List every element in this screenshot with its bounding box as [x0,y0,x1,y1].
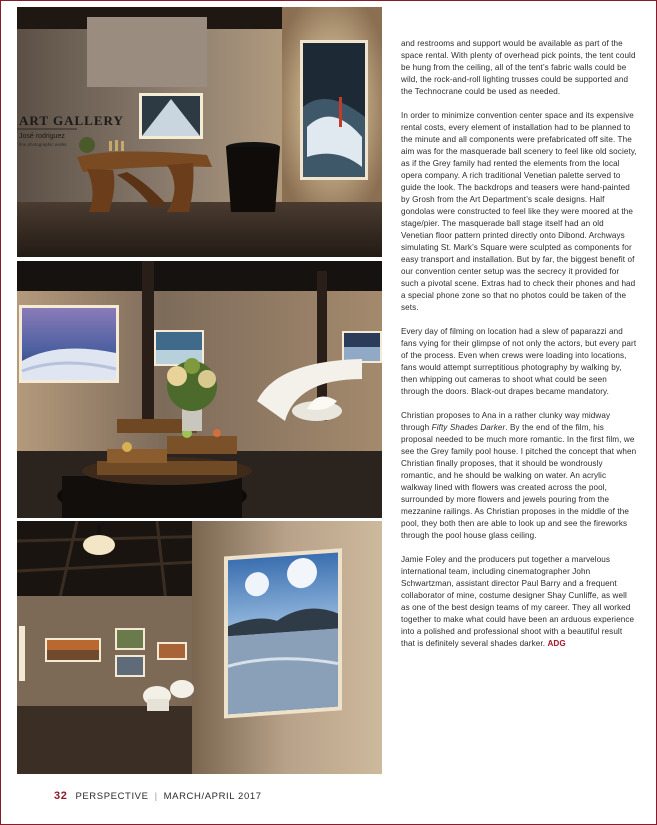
paragraph-4-end: . By the end of the film, his proposal needed to be much more romantic. In the first film, we see the Grey family pool house. I pitched the concept that when Christian finally proposes, that it should be wondrously romantic, and he should be walking on water. An acrylic walkway lined with flowers was created across the pool, surrounded by more flowers and jewels pouring from the mezzanine railings. As Christian proposes in the middle of the pool, they both then are able to look up and see the fireworks through the pool house glass ceiling. [401,423,637,540]
film-title: Fifty Shades Darker [431,423,506,432]
issue-date: MARCH/APRIL 2017 [163,791,262,802]
gallery-sign-sub: fine photographic works [19,142,67,147]
paragraph-4 [401,410,637,542]
paragraph-1: and restrooms and support would be available as part of the space rental. With plenty of overhead pick points, the tent could be hung from the ceiling, all of the tent’s fabric walls could be wild, the rock-and-roll lighting trusses could be supported and the Technocrane could be used as needed. [401,39,636,96]
photo-gallery-room [17,521,382,774]
paragraph-5 [401,554,637,650]
page-footer [54,790,262,802]
footer-separator: | [154,791,158,802]
paragraph-2: In order to minimize convention center space and its expensive rental costs, every element of installation had to be planned to the minute and all components were prefabricated off site. The aim was for the masquerade ball scenery to feel like old society, as if the Grey family had rented the elements from the local opera company. A rich traditional Venetian palette served to guide the look. The backdrops and teasers were hand-painted by Grosh from the Art Department’s scale designs. Half gondolas were constructed to feel like they were moored at the stage/pier. The masquerade ball stage itself had an old Venetian floor pattern printed directly onto Dibond. Archways simulating St. Mark’s Square were sculpted as components for easy transport and installation. But by far, the biggest benefit of our convention center setup was the secrecy it provided for such a pivotal scene. Extras had to check their phones and had a special phone zone so that no photos could be taken of the sets. [401,111,637,312]
photo-gallery-entrance [17,7,382,257]
page-number: 32 [54,790,68,802]
paragraph-5-text: Jamie Foley and the producers put together a marvelous international team, including cinematographer John Schwartzman, assistant director Paul Barry and a frequent collaborator of mine, costume designer Shay Cunliffe, as well as one of the best design teams of my career. They all worked together to make what could have been an arduous experience into a polished and professional shoot with a beautiful result that is definitely several shades darker. [401,555,635,648]
photo-gallery-reception [17,261,382,518]
paragraph-4-start: Christian proposes to Ana in a rather clunky way midway through [401,411,611,432]
magazine-name: PERSPECTIVE [75,791,149,802]
adg-signoff: ADG [547,639,566,648]
paragraph-3: Every day of filming on location had a slew of paparazzi and fans vying for their glimpse of not only the actors, but every part of the process. Even when crews were loading into locations, fans would attempt surreptitious photography by walking by, then whipping out cameras to shoot what could be seen through the doors. Black-out drapes became mandatory. [401,327,637,396]
gallery-sign-name: José rodriguez [19,133,65,140]
gallery-sign-title: ART GALLERY [19,113,124,128]
article-text-column [401,38,637,650]
